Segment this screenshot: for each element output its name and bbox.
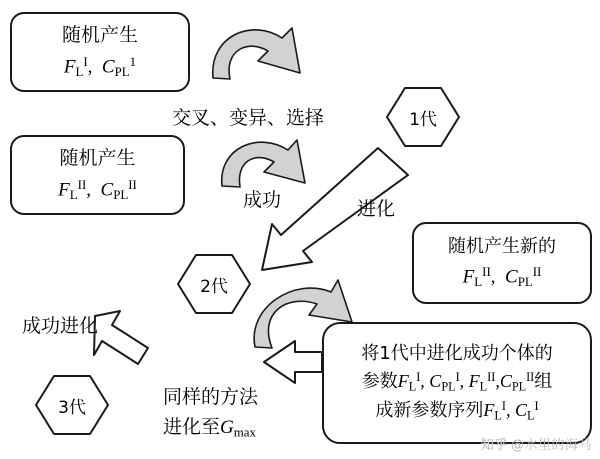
formula-f-sub: L [474,274,483,290]
formula-c-sub: PL [114,64,130,80]
formula-c: C [505,266,518,288]
formula-f-sub: L [75,64,84,80]
combine-line-2: 参数$F_L^I$, $C_{PL}^I$, $F_L^{II},C_{PL}^{II}$组 [361,370,553,394]
same-method-label: 同样的方法 [163,386,259,408]
formula-c: C [101,56,115,78]
evolve-until-variable: G [220,417,234,438]
formula-c-sup: II [532,264,542,280]
generation-1-label: 1代 [409,109,437,130]
combine-line-2-suffix: 组 [534,371,553,393]
formula-f-sup: I [83,54,88,70]
random-generate-gen2-box[interactable] [10,135,185,215]
generation-1-hex[interactable] [387,100,459,134]
formula-f-sub: L [69,187,78,203]
formula-f: F [462,266,475,288]
generation-2-label: 2代 [200,276,228,297]
random-generate-gen1-title: 随机产生 [61,24,138,47]
formula-f-sup: II [77,177,87,193]
formula-c2: C [499,371,512,392]
crossover-mutation-selection-label: 交叉、变异、选择 [172,107,325,129]
random-generate-gen2-title: 随机产生 [59,147,136,170]
successful-evolution-label: 成功进化 [22,315,99,337]
formula-f3: F [483,400,495,421]
generation-3-hex[interactable] [36,388,108,422]
formula-c-sub: PL [113,187,129,203]
evolve-until-label [163,412,256,441]
random-generate-new-formula: $F_L^{II}$, $C_{PL}^{II}$ [462,264,542,290]
combine-line-2-prefix: 参数 [361,371,398,393]
combine-line-3-prefix: 成新参数序列 [375,400,484,422]
combine-to-gen3-arrow [264,341,322,383]
watermark [481,434,592,453]
evolution-label: 进化 [357,198,396,220]
formula-f1: F [397,371,409,392]
formula-f: F [63,56,76,78]
formula-c-sub: PL [517,274,533,290]
formula-c-sup: 1 [129,54,137,70]
formula-f2: F [468,371,480,392]
generation-3-label: 3代 [58,397,86,418]
watermark-logo: 知乎 [480,438,508,453]
formula-c1: C [429,371,442,392]
combine-line-3: 成新参数序列$F_L^I$, $C_L^I$ [375,399,539,423]
formula-c3: C [514,400,527,421]
success-label: 成功 [243,189,282,211]
random-generate-new-box[interactable] [412,222,592,304]
formula-f-sup: II [482,264,491,280]
random-generate-gen1-box[interactable] [10,12,190,92]
random-generate-new-title: 随机产生新的 [448,236,556,258]
combine-line-1: 将1代中进化成功个体的 [361,342,553,364]
random-generate-gen1-formula: $F_L^I$, $C_{PL}^1$ [63,54,137,80]
curved-arrow-success [222,140,305,187]
watermark-text: @水里的海马 [510,438,592,453]
formula-c-sup: II [128,177,137,193]
evolve-until-subscript: max [233,424,256,440]
curved-arrow-top [213,28,300,79]
evolve-until-prefix: 进化至 [163,416,221,438]
random-generate-gen2-formula: $F_L^{II}$, $C_{PL}^{II}$ [58,177,137,203]
formula-f: F [58,179,70,201]
generation-2-hex[interactable] [178,267,250,301]
combine-parameters-box[interactable] [322,322,592,444]
successful-evolution-arrow [94,311,148,364]
formula-c: C [100,179,114,201]
